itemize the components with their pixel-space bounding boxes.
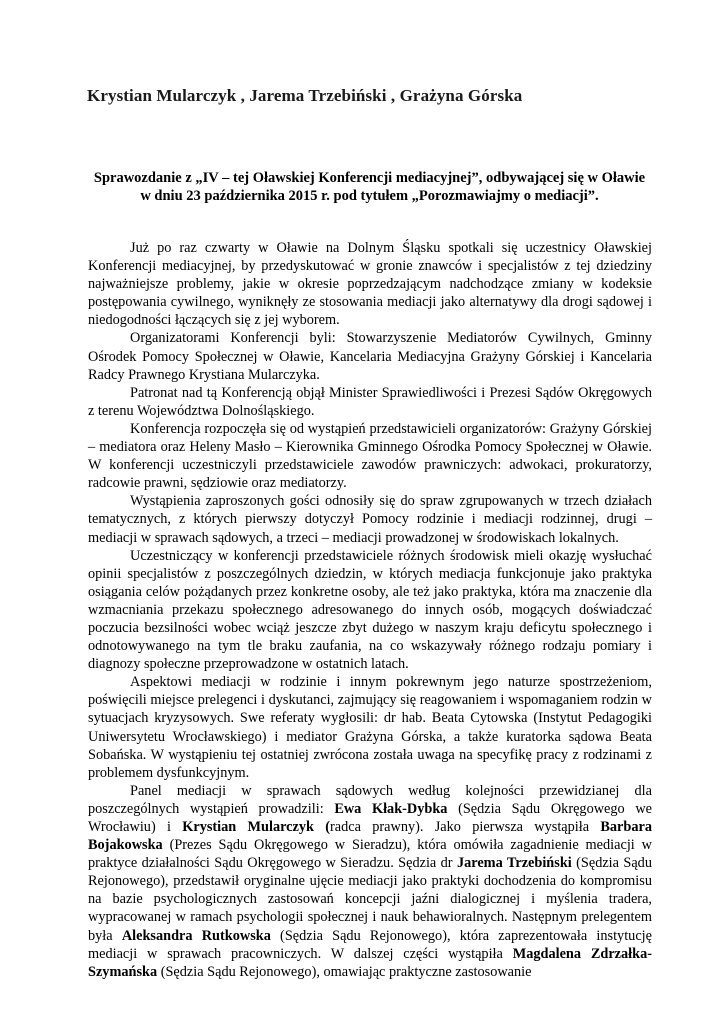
- court-panel-text: (Prezes Sądu Okręgowego w Sieradzu), która omówiła zagadnienie mediacji w praktyce działalności Sądu Okręgowego w Sieradzu. Sędzia dr: [88, 837, 652, 872]
- speaker-name: Ewa Kłak-Dybka: [334, 800, 448, 817]
- court-panel-text: (Sędzia Sądu Okręgowego we Wrocławiu) i: [88, 800, 653, 835]
- speaker-name: Aleksandra Rutkowska: [121, 927, 271, 944]
- paragraph-participants: Uczestniczący w konferencji przedstawiciele różnych środowisk mieli okazję wysłuchać opinii specjalistów z poszczególnych dziedzin, w których mediacja funkcjonuje jako praktyka osiągania celów pożądanych przez konkretne osoby, ale też jako praktyka, która ma znaczenie dla wzmacniania przekazu społecznego adresowanego do innych osób, mogących doświadczać poczucia bezsilności wobec wciąż jeszcze zbyt dużego w naszym kraju deficytu społecznego i odnotowywanego na tym tle braku zaufania, na co wskazywały różnego rodzaju pomiary i diagnozy społeczne przeprowadzone w ostatnich latach.: [88, 547, 652, 673]
- court-panel-text: (Sędzia Sądu Rejonowego), omawiając praktyczne zastosowanie: [157, 963, 532, 980]
- paragraph-sessions: Wystąpienia zaproszonych gości odnosiły się do spraw zgrupowanych w trzech działach tematycznych, z których pierwszy dotyczył Pomocy rodzinie i mediacji rodzinnej, drugi – mediacji w sprawach sądowych, a trzeci – mediacji prowadzonej w środowiskach lokalnych.: [88, 493, 652, 546]
- report-title: Sprawozdanie z „IV – tej Oławskiej Konferencji mediacyjnej”, odbywającej się w Oławie w dniu 23 października 2015 r. pod tytułem „Porozmawiajmy o mediacji”.: [93, 170, 646, 204]
- report-body: [88, 239, 652, 981]
- paragraph-organizers: Organizatorami Konferencji byli: Stowarzyszenie Mediatorów Cywilnych, Gminny Ośrodek Pomocy Społecznej w Oławie, Kancelaria Mediacyjna Grażyny Górskiej i Kancelaria Radcy Prawnego Krystiana Mularczyka.: [88, 330, 652, 383]
- paragraph-family-mediation: Aspektowi mediacji w rodzinie i innym pokrewnym jego naturze spostrzeżeniom, poświęcili miejsce prelegenci i dyskutanci, zajmujący się reagowaniem i wspomaganiem rodzin w sytuacjach kryzysowych. Swe referaty wygłosili: dr hab. Beata Cytowska (Instytut Pedagogiki Uniwersytetu Wrocławskiego) i mediator Grażyna Górska, a także kuratorka sądowa Beata Sobańska. W wystąpieniu tej ostatniej zwrócona została uwaga na specyfikę pracy z rodzinami z problemem dysfunkcyjnym.: [88, 674, 652, 781]
- paragraph-opening: Konferencja rozpoczęła się od wystąpień przedstawicieli organizatorów: Grażyny Górskiej – mediatora oraz Heleny Masło – Kierownika Gminnego Ośrodka Pomocy Społecznej w Oławie. W konferencji uczestniczyli przedstawiciele zawodów prawniczych: adwokaci, prokuratorzy, radcowie prawni, sędziowie oraz mediatorzy.: [88, 420, 652, 492]
- paragraph-patronage: Patronat nad tą Konferencją objął Minister Sprawiedliwości i Prezesi Sądów Okręgowych z terenu Województwa Dolnośląskiego.: [88, 384, 652, 419]
- court-panel-text: (Sędzia Sądu Rejonowego), która zaprezentowała instytucję mediacji w sprawach pracowniczych. W dalszej części wystąpiła: [88, 927, 652, 962]
- court-panel-text: radca prawny). Jako pierwsza wystąpiła: [330, 819, 601, 835]
- speaker-name: Barbara Bojakowska: [88, 819, 652, 854]
- authors-line: Krystian Mularczyk , Jarema Trzebiński , Grażyna Górska: [87, 86, 523, 105]
- speaker-name: Magdalena Zdrzałka-Szymańska: [88, 945, 653, 980]
- paragraph-intro: Już po raz czwarty w Oławie na Dolnym Śląsku spotkali się uczestnicy Oławskiej Konferencji mediacyjnej, by przedyskutować w gronie znawców i specjalistów z tej dziedziny najważniejsze problemy, jakie w okresie poprzedzającym nadchodzące zmiany w kodeksie postępowania cywilnego, wyniknęły ze stosowania mediacji jako alternatywy dla drogi sądowej i niedogodności łączących się z jej wyborem.: [88, 240, 652, 329]
- court-panel-text: (Sędzia Sądu Rejonowego), przedstawił oryginalne ujęcie mediacji jako praktyki dochodzenia do kompromisu na bazie psychologicznych zastosowań koncepcji jaźni dialogicznej i myślenia tradera, wypracowanej w ramach psychologii społecznej i nauk behawioralnych. Następnym prelegentem była: [88, 855, 652, 944]
- paragraph-court-panel: [88, 782, 652, 981]
- court-panel-text: Panel mediacji w sprawach sądowych według kolejności przewidzianej dla poszczególnych wystąpień prowadzili:: [88, 782, 652, 817]
- speaker-name: Jarema Trzebiński: [456, 855, 572, 872]
- speaker-name: Krystian Mularczyk (: [182, 819, 331, 835]
